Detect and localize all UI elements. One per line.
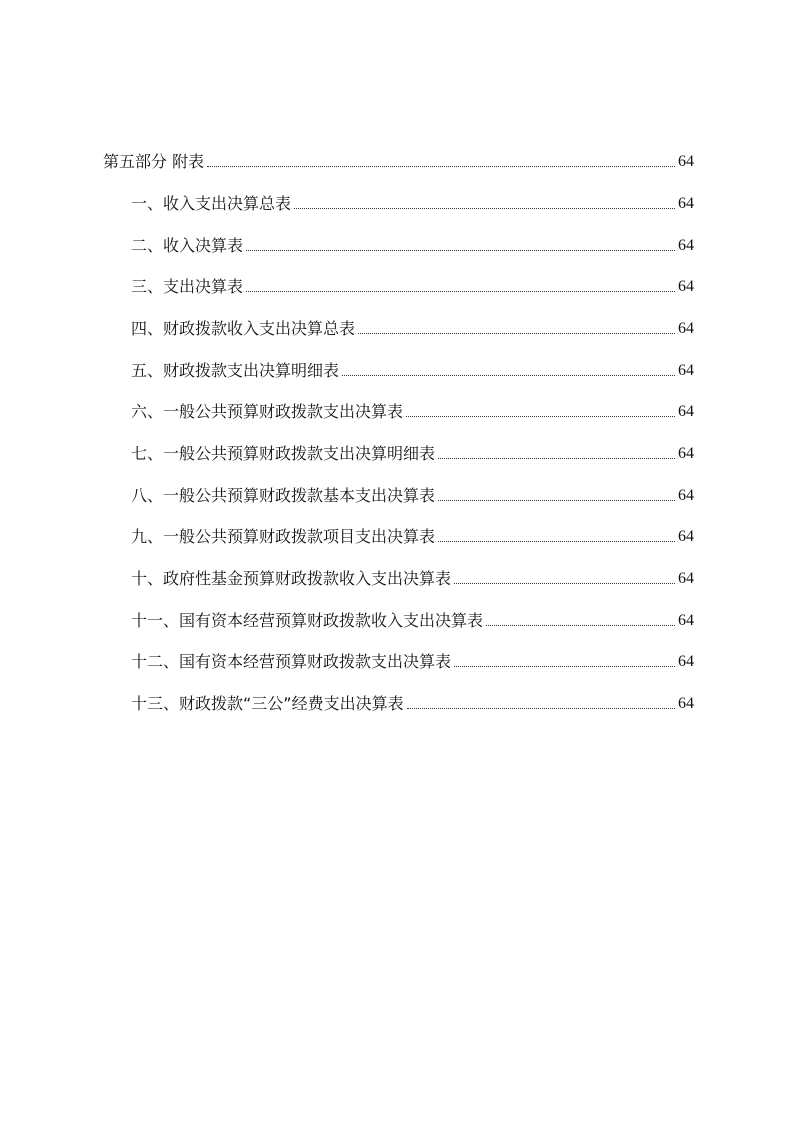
dot-leader bbox=[294, 208, 675, 209]
toc-entry-title: 四、财政拨款收入支出决算总表 bbox=[131, 319, 356, 338]
dot-leader bbox=[358, 333, 675, 334]
toc-page-number: 64 bbox=[678, 487, 694, 504]
toc-entry-title: 十一、国有资本经营预算财政拨款收入支出决算表 bbox=[131, 611, 484, 630]
toc-page-number: 64 bbox=[678, 278, 694, 295]
toc-page-number: 64 bbox=[678, 362, 694, 379]
toc-section-entry[interactable] bbox=[103, 148, 694, 172]
toc-entry-7[interactable] bbox=[131, 440, 694, 464]
toc-entry-13[interactable] bbox=[131, 690, 694, 714]
toc-entry-11[interactable] bbox=[131, 607, 694, 631]
dot-leader bbox=[486, 625, 675, 626]
toc-entry-title: 二、收入决算表 bbox=[131, 236, 244, 255]
toc-entry-title: 十二、国有资本经营预算财政拨款支出决算表 bbox=[131, 652, 452, 671]
toc-entry-2[interactable] bbox=[131, 232, 694, 256]
dot-leader bbox=[407, 708, 675, 709]
toc-page-number: 64 bbox=[678, 320, 694, 337]
toc-page-number: 64 bbox=[678, 528, 694, 545]
toc-entry-12[interactable] bbox=[131, 648, 694, 672]
dot-leader bbox=[406, 416, 675, 417]
toc-page-number: 64 bbox=[678, 237, 694, 254]
dot-leader bbox=[454, 583, 675, 584]
toc-page-number: 64 bbox=[678, 153, 694, 170]
toc-entry-title: 五、财政拨款支出决算明细表 bbox=[131, 361, 340, 380]
dot-leader bbox=[246, 250, 675, 251]
toc-page-number: 64 bbox=[678, 653, 694, 670]
toc-page-number: 64 bbox=[678, 570, 694, 587]
toc-entry-3[interactable] bbox=[131, 273, 694, 297]
toc-page-number: 64 bbox=[678, 695, 694, 712]
dot-leader bbox=[342, 375, 675, 376]
toc-page-number: 64 bbox=[678, 612, 694, 629]
dot-leader bbox=[438, 541, 675, 542]
toc-entry-5[interactable] bbox=[131, 357, 694, 381]
toc-entry-title: 六、一般公共预算财政拨款支出决算表 bbox=[131, 402, 404, 421]
toc-entry-title: 一、收入支出决算总表 bbox=[131, 194, 292, 213]
toc-entry-title: 九、一般公共预算财政拨款项目支出决算表 bbox=[131, 527, 436, 546]
toc-entry-4[interactable] bbox=[131, 315, 694, 339]
toc-page-number: 64 bbox=[678, 403, 694, 420]
toc-page-number: 64 bbox=[678, 195, 694, 212]
dot-leader bbox=[438, 458, 675, 459]
toc-entry-1[interactable] bbox=[131, 190, 694, 214]
toc-entry-title: 十、政府性基金预算财政拨款收入支出决算表 bbox=[131, 569, 452, 588]
toc-entry-9[interactable] bbox=[131, 523, 694, 547]
toc-entry-title: 十三、财政拨款“三公”经费支出决算表 bbox=[131, 694, 404, 713]
toc-entry-6[interactable] bbox=[131, 398, 694, 422]
dot-leader bbox=[438, 500, 675, 501]
toc-entry-10[interactable] bbox=[131, 565, 694, 589]
toc-entry-title: 八、一般公共预算财政拨款基本支出决算表 bbox=[131, 486, 436, 505]
toc-entry-8[interactable] bbox=[131, 482, 694, 506]
dot-leader bbox=[454, 666, 675, 667]
toc-entry-title: 三、支出决算表 bbox=[131, 277, 244, 296]
dot-leader bbox=[207, 166, 675, 167]
toc-page-number: 64 bbox=[678, 445, 694, 462]
toc-entry-title: 七、一般公共预算财政拨款支出决算明细表 bbox=[131, 444, 436, 463]
dot-leader bbox=[246, 291, 675, 292]
toc-entry-title: 第五部分 附表 bbox=[103, 152, 205, 171]
